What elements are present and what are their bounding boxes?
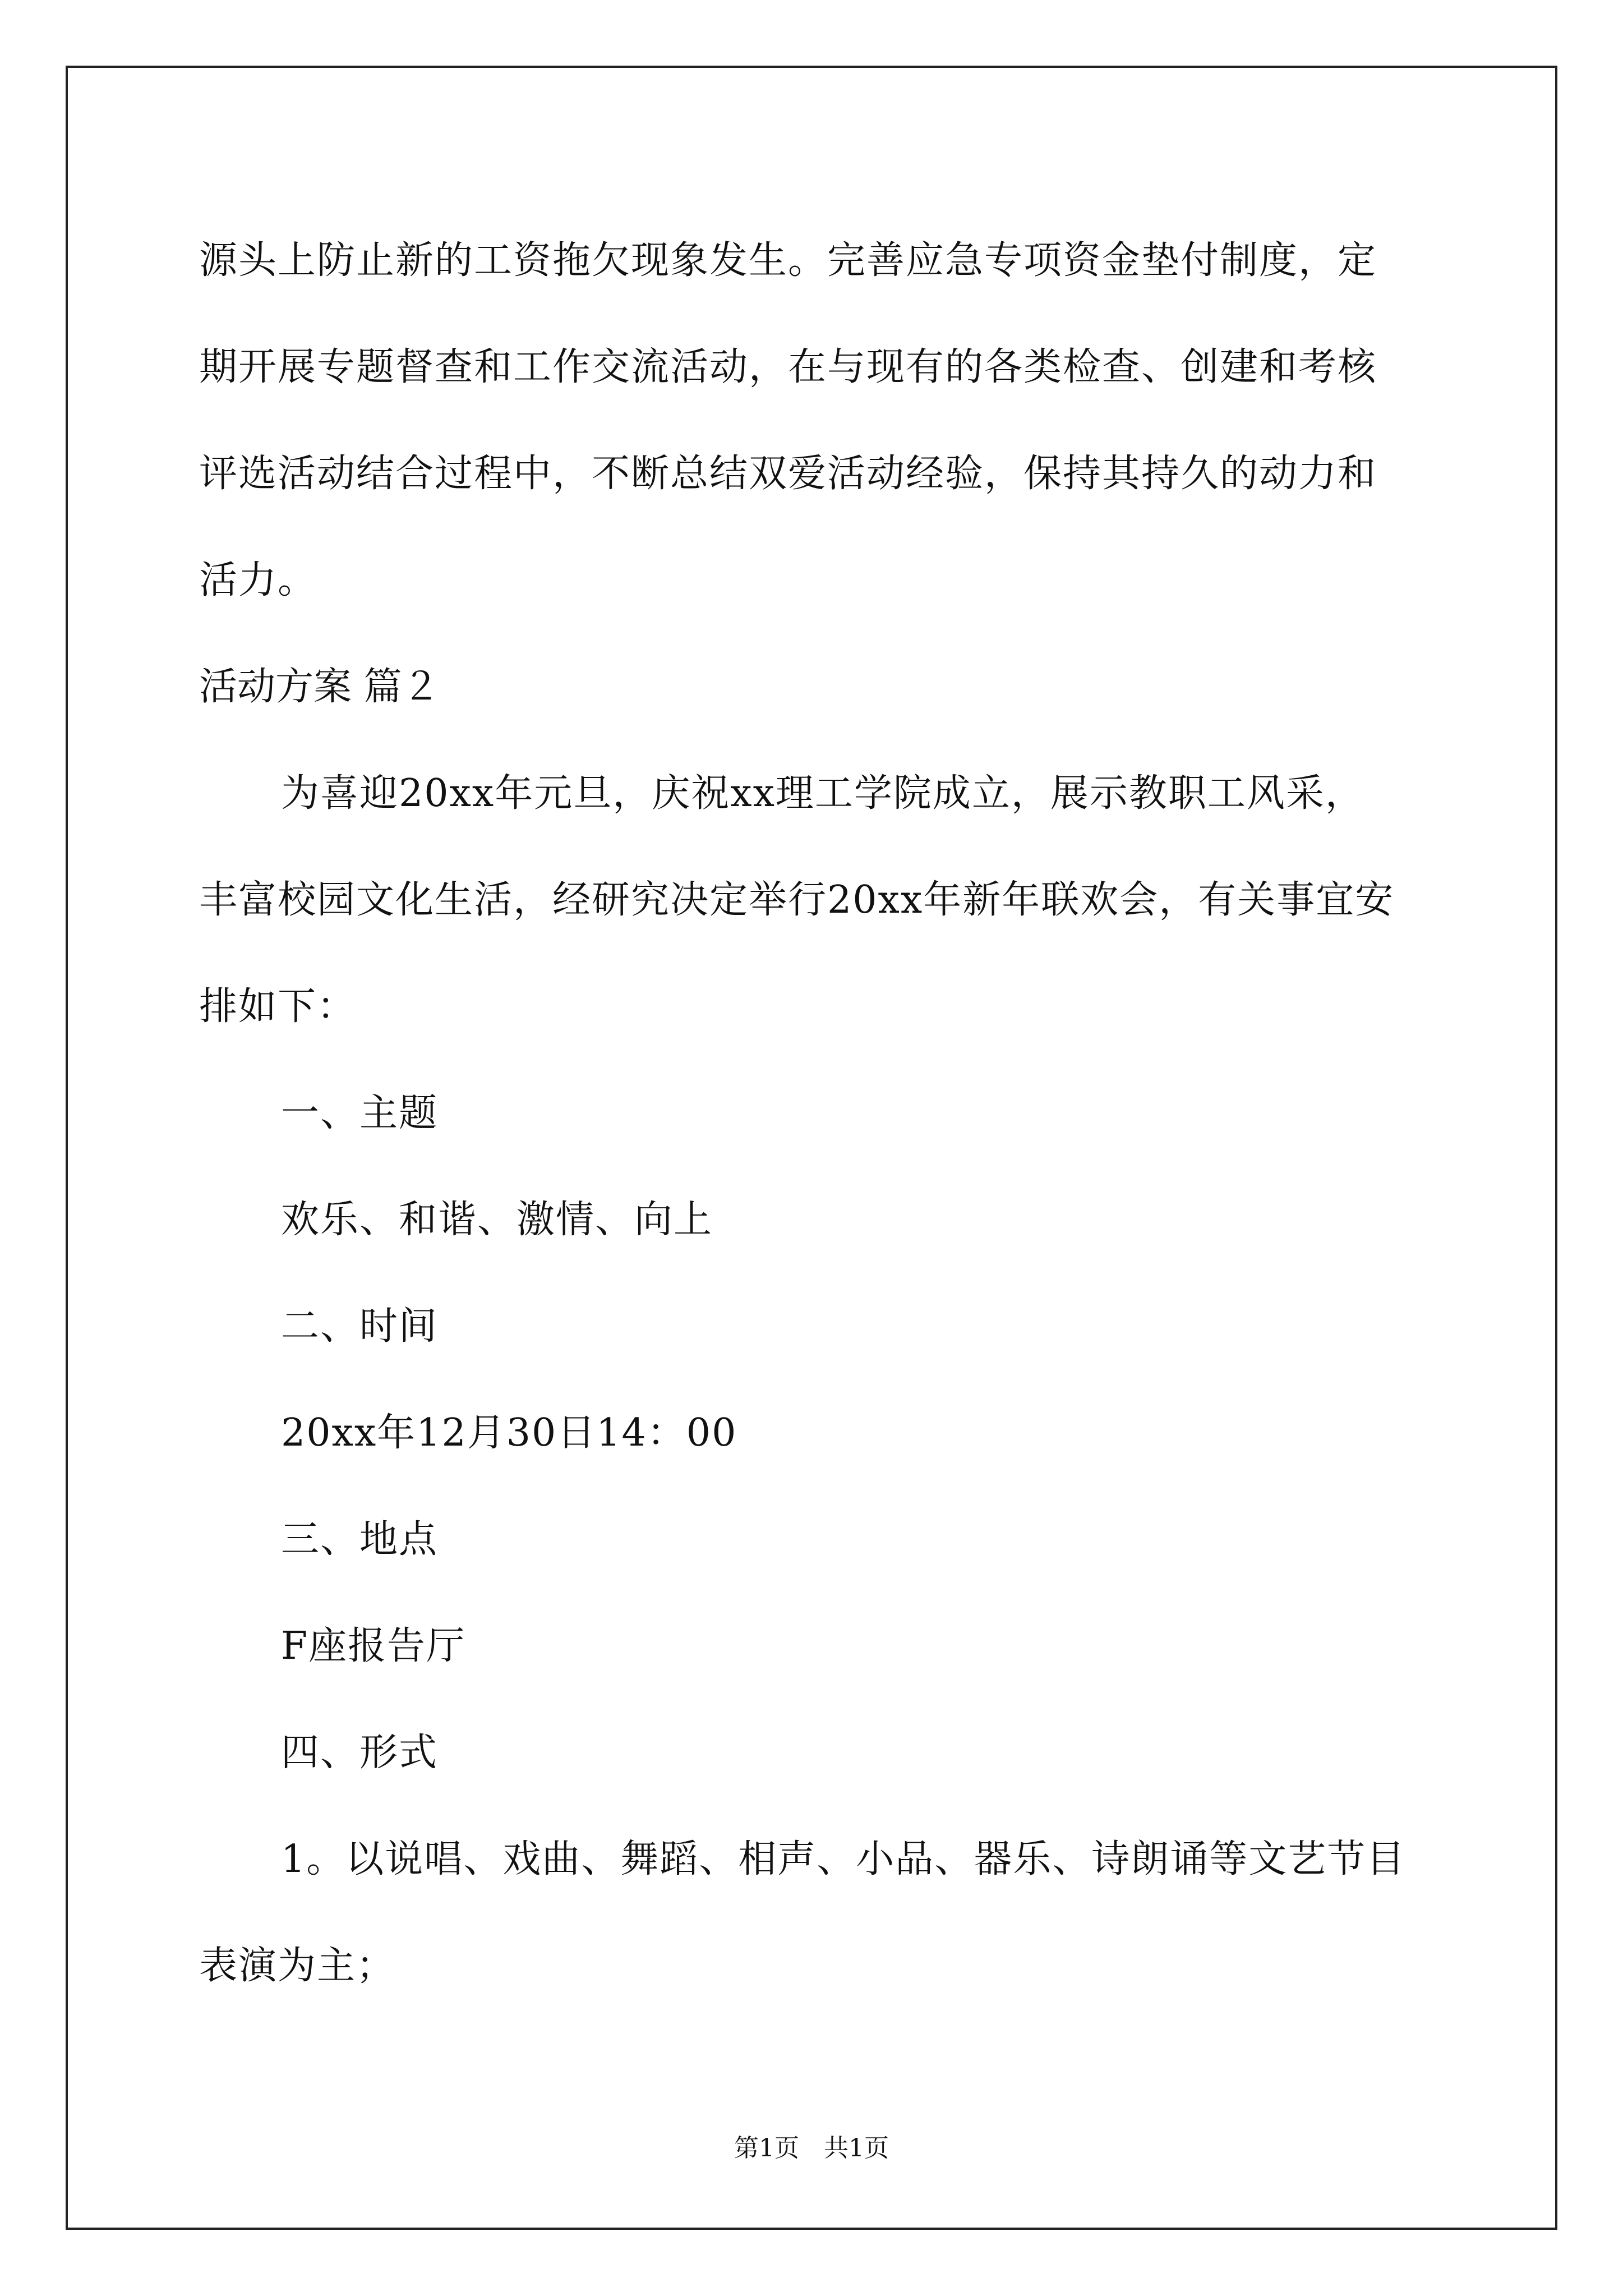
paragraph — [199, 208, 1433, 634]
subheading-time: 二、时间 — [281, 1304, 439, 1349]
location-text: F座报告厅 — [281, 1624, 466, 1668]
text-line: 排如下： — [199, 984, 357, 1029]
text-line: 1。以说唱、戏曲、舞蹈、相声、小品、器乐、诗朗诵等文艺节目 — [281, 1837, 1406, 1881]
section-title: 活动方案 篇２ — [199, 665, 440, 709]
subheading-location: 三、地点 — [281, 1517, 439, 1562]
theme-text: 欢乐、和谐、激情、向上 — [281, 1198, 713, 1242]
page-total: 共1页 — [824, 2134, 889, 2162]
paragraph — [199, 1806, 1433, 2019]
text-line: 源头上防止新的工资拖欠现象发生。完善应急专项资金垫付制度，定 — [199, 238, 1377, 283]
subheading-theme: 一、主题 — [281, 1091, 439, 1135]
page-footer — [0, 2132, 1623, 2165]
page-number: 第1页 — [734, 2134, 799, 2162]
time-text: 20xx年12月30日14：00 — [281, 1411, 737, 1455]
text-line: 活力。 — [199, 558, 317, 602]
subheading-format: 四、形式 — [281, 1731, 439, 1775]
text-line: 为喜迎20xx年元旦，庆祝xx理工学院成立，展示教职工风采， — [281, 771, 1364, 816]
text-line: 丰富校园文化生活，经研究决定举行20xx年新年联欢会，有关事宜安 — [199, 878, 1395, 922]
text-line: 评选活动结合过程中，不断总结双爱活动经验，保持其持久的动力和 — [199, 452, 1377, 496]
text-line: 表演为主； — [199, 1944, 396, 1988]
document-body — [199, 208, 1433, 2019]
paragraph — [199, 740, 1433, 1060]
text-line: 期开展专题督查和工作交流活动，在与现有的各类检查、创建和考核 — [199, 345, 1377, 389]
